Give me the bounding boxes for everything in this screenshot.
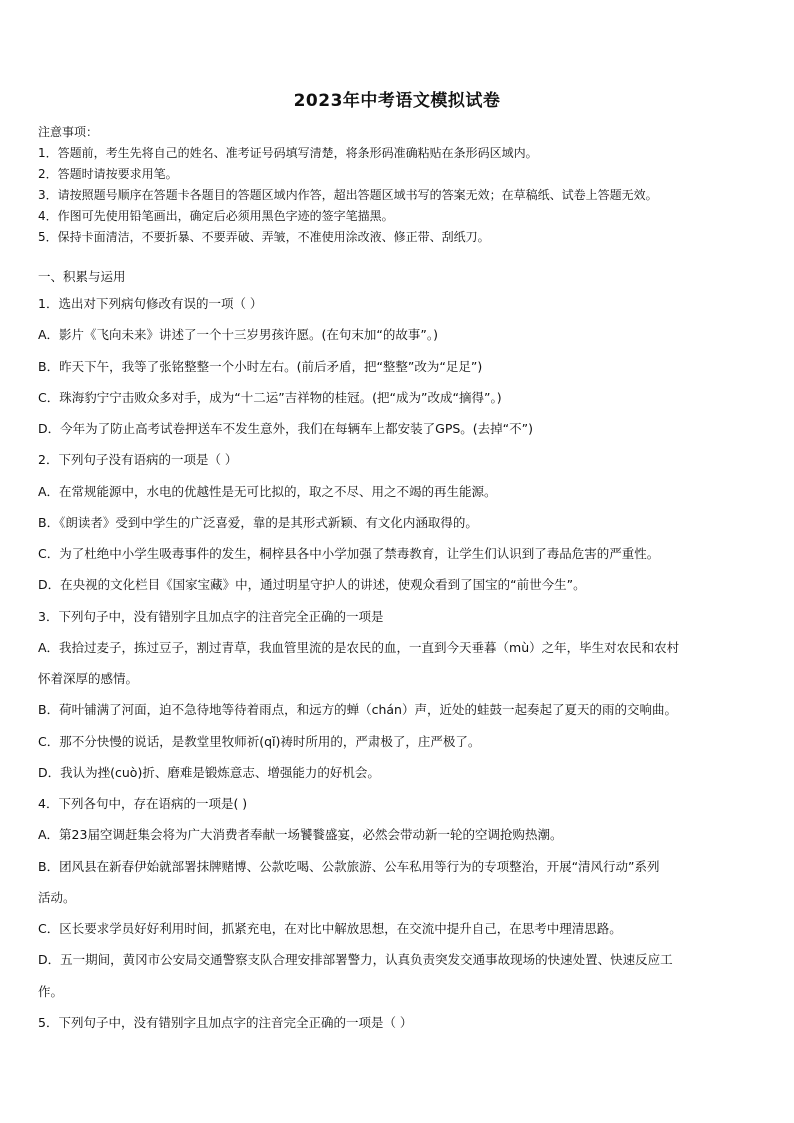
- notice-heading: 注意事项：: [38, 125, 99, 139]
- question-line: C．那不分快慢的说话，是教堂里牧师祈(qǐ)祷时所用的，严肃极了，庄严极了。: [38, 734, 481, 749]
- notice-item: 5．保持卡面清洁，不要折暴、不要弄破、弄皱，不准使用涂改液、修正带、刮纸刀。: [38, 230, 490, 244]
- notice-item: 1．答题前，考生先将自己的姓名、准考证号码填写清楚，将条形码准确粘贴在条形码区域内。: [38, 146, 538, 160]
- question-line: C．区长要求学员好好利用时间，抓紧充电，在对比中解放思想，在交流中提升自己，在思考中理清思路。: [38, 921, 622, 936]
- question-line: B．《朗读者》受到中学生的广泛喜爱，靠的是其形式新颖、有文化内涵取得的。: [38, 515, 478, 530]
- question-line: D．今年为了防止高考试卷押送车不发生意外，我们在每辆车上都安装了GPS。(去掉“不”): [38, 421, 533, 436]
- question-line: B．团风县在新春伊始就部署抹牌赌博、公款吃喝、公款旅游、公车私用等行为的专项整治，开展“清风行动”系列: [38, 859, 660, 874]
- page-title: 2023年中考语文模拟试卷: [293, 91, 501, 111]
- question-line: D．五一期间，黄冈市公安局交通警察支队合理安排部署警力，认真负责突发交通事故现场的快速处置、快速反应工: [38, 952, 673, 967]
- question-line: 1．选出对下列病句修改有误的一项（ ）: [38, 296, 263, 311]
- notice-item: 2．答题时请按要求用笔。: [38, 167, 178, 181]
- notice-item: 3．请按照题号顺序在答题卡各题目的答题区域内作答，超出答题区域书写的答案无效；在草稿纸、试卷上答题无效。: [38, 188, 658, 202]
- question-line: 4．下列各句中，存在语病的一项是( ): [38, 796, 248, 811]
- question-line: B．昨天下午，我等了张铭整整一个小时左右。(前后矛盾，把“整整”改为“足足”): [38, 359, 483, 374]
- question-line: D．我认为挫(cuò)折、磨难是锻炼意志、增强能力的好机会。: [38, 765, 380, 780]
- question-line: C．珠海豹宁宁击败众多对手，成为“十二运”吉祥物的桂冠。(把“成为”改成“摘得”。): [38, 390, 502, 405]
- question-line: 2．下列句子没有语病的一项是（ ）: [38, 452, 238, 467]
- question-line: B．荷叶铺满了河面，迫不急待地等待着雨点，和远方的蝉（chán）声，近处的蛙鼓一起奏起了夏天的雨的交响曲。: [38, 702, 677, 717]
- section-heading: 一、积累与运用: [38, 269, 126, 284]
- question-line: 5．下列句子中，没有错别字且加点字的注音完全正确的一项是（ ）: [38, 1015, 413, 1030]
- question-line: A．第23届空调赶集会将为广大消费者奉献一场饕餮盛宴，必然会带动新一轮的空调抢购热潮。: [38, 827, 563, 842]
- question-line: D．在央视的文化栏目《国家宝藏》中，通过明星守护人的讲述，使观众看到了国宝的“前世今生”。: [38, 577, 586, 592]
- question-line: 作。: [38, 984, 64, 999]
- question-line: A．在常规能源中，水电的优越性是无可比拟的，取之不尽、用之不竭的再生能源。: [38, 484, 497, 499]
- question-line: A．我拾过麦子，拣过豆子，割过青草，我血管里流的是农民的血，一直到今天垂暮（mù）之年，毕生对农民和农村: [38, 640, 680, 655]
- notice-item: 4．作图可先使用铅笔画出，确定后必须用黑色字迹的签字笔描黑。: [38, 209, 394, 223]
- question-line: 活动。: [38, 890, 76, 905]
- question-line: A．影片《飞向未来》讲述了一个十三岁男孩许愿。(在句末加“的故事”。): [38, 327, 439, 342]
- question-line: 怀着深厚的感情。: [38, 671, 139, 686]
- question-line: 3．下列句子中，没有错别字且加点字的注音完全正确的一项是: [38, 609, 384, 624]
- question-line: C．为了杜绝中小学生吸毒事件的发生，桐梓县各中小学加强了禁毒教育，让学生们认识到了毒品危害的严重性。: [38, 546, 660, 561]
